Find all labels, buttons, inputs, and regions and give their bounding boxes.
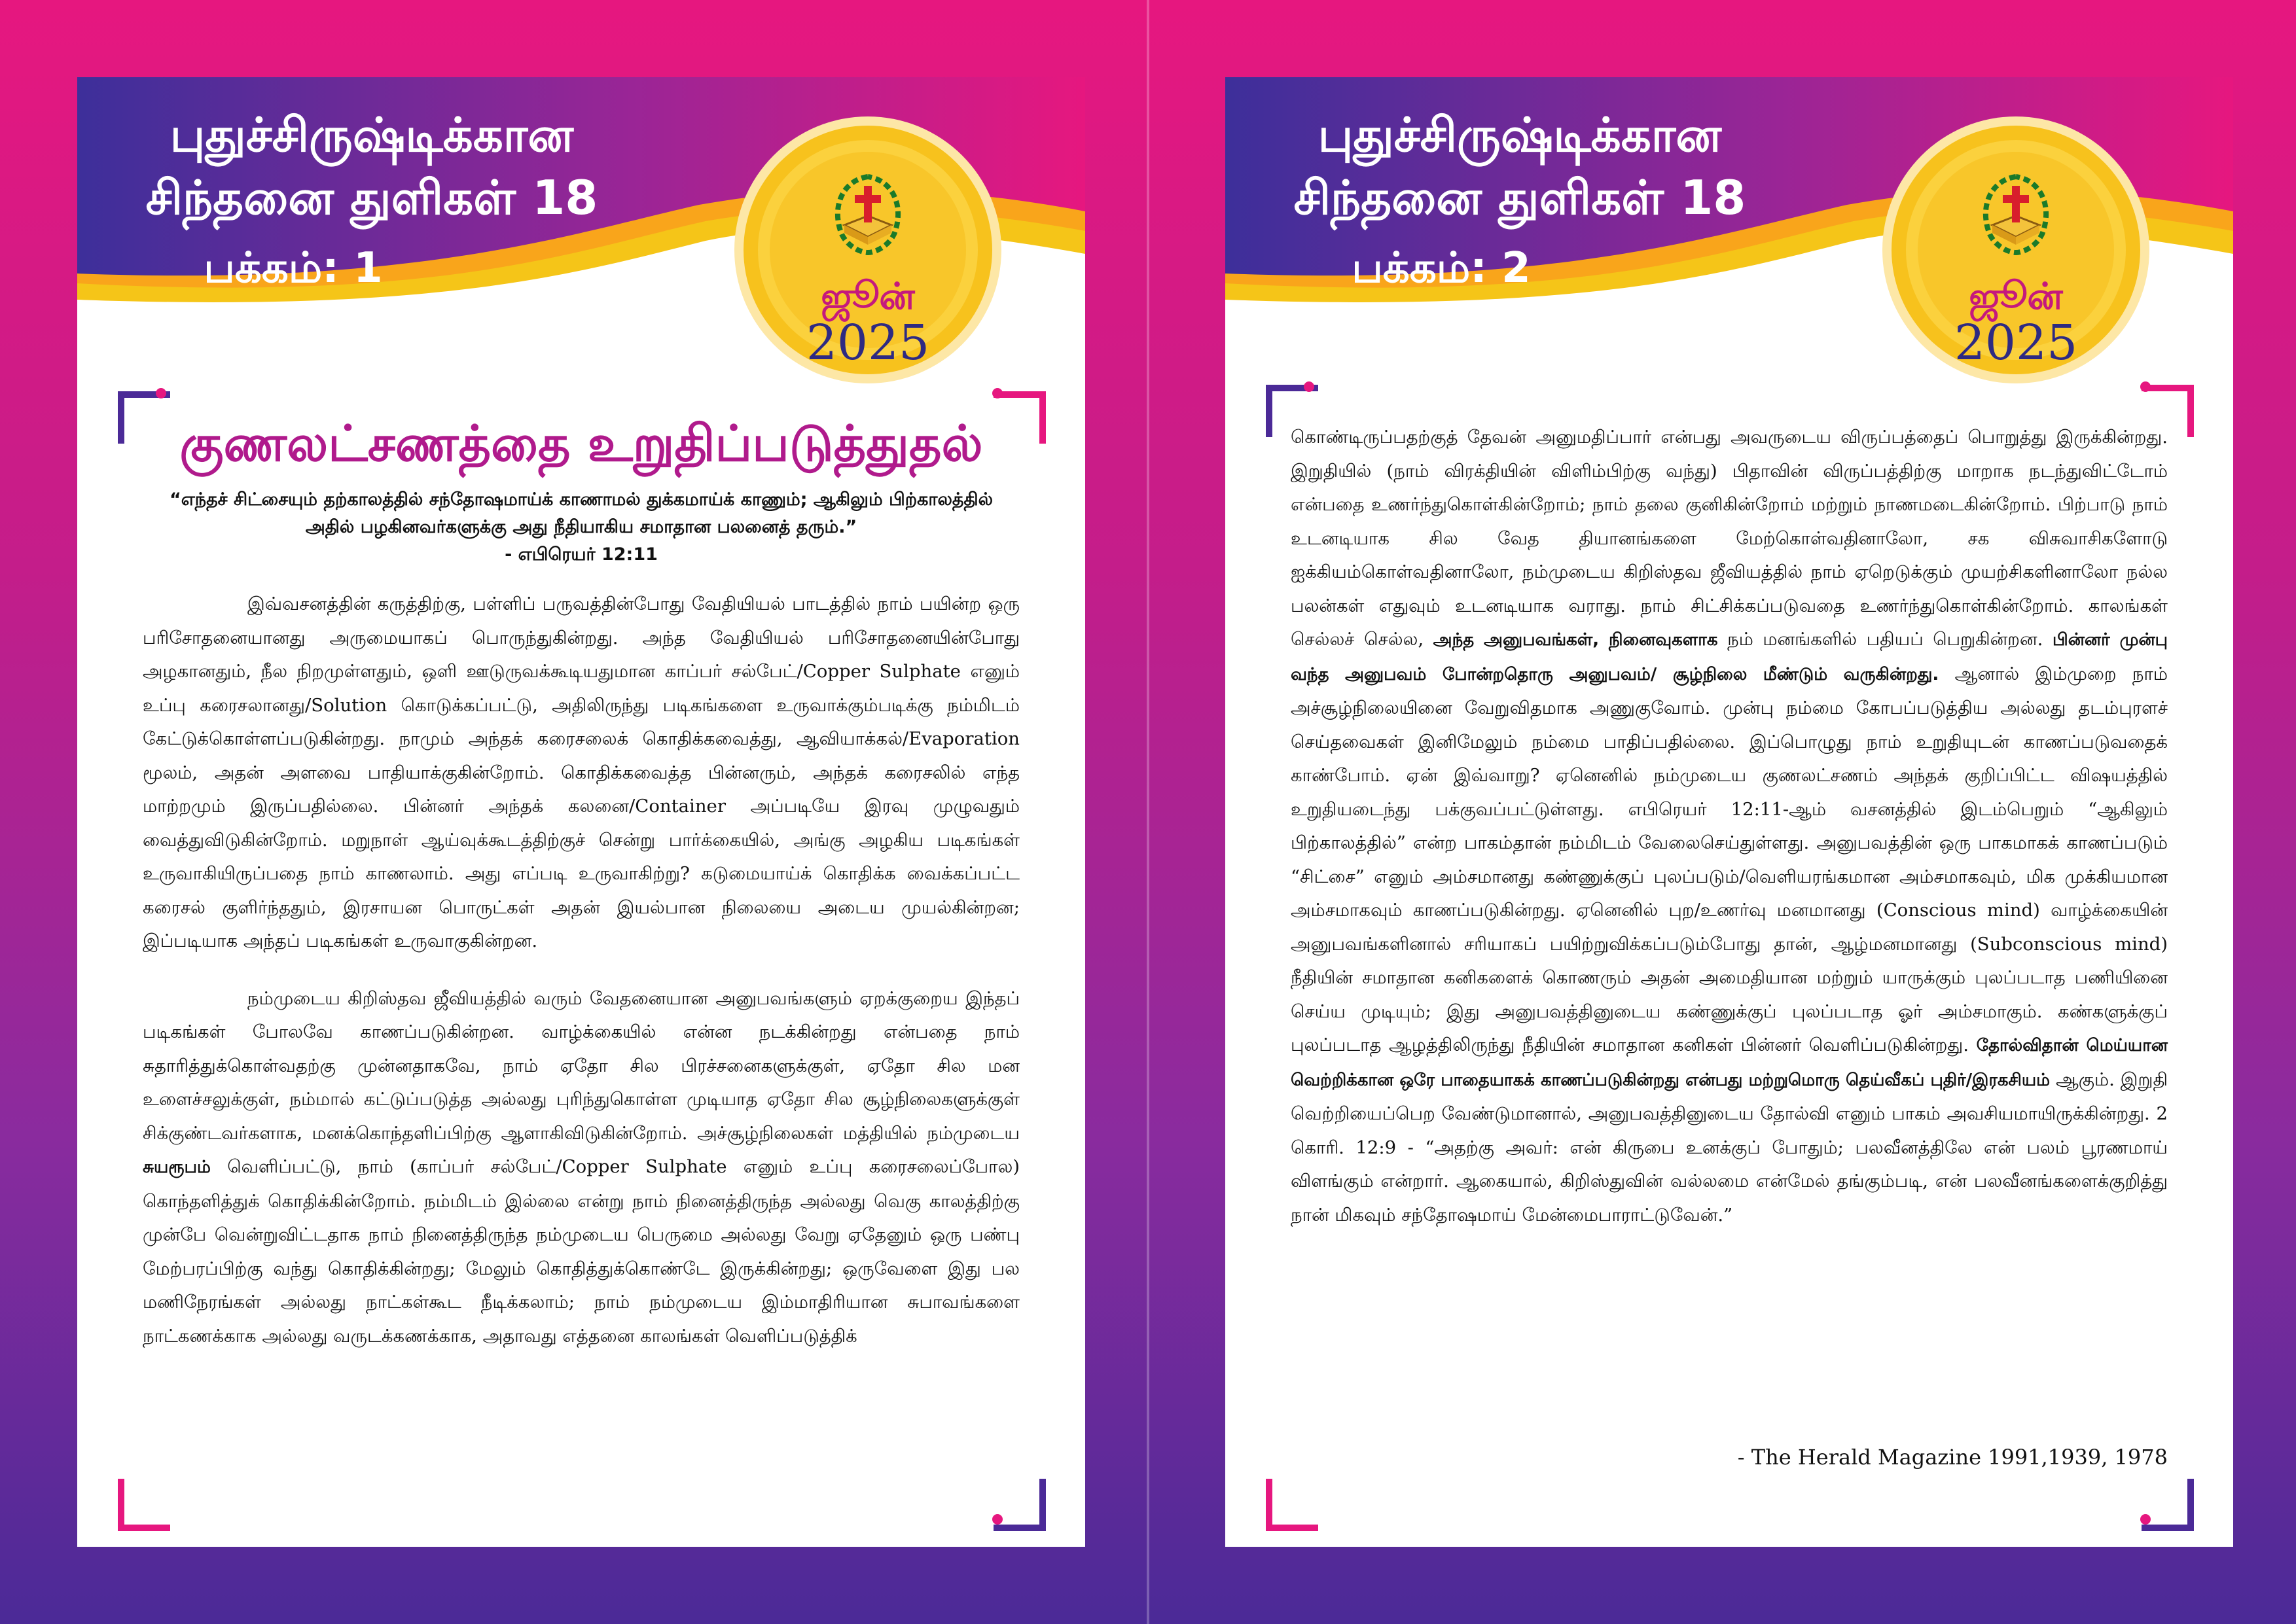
corner-frame (1266, 1479, 1318, 1531)
crest-icon (1970, 169, 2062, 260)
paragraph (143, 982, 1020, 1354)
paragraph-text: கொண்டிருப்பதற்குத் தேவன் அனுமதிப்பார் என்பது அவருடைய விருப்பத்தைப் பொறுத்து இருக்கின்றது. இறுதியில் (நாம் விரக்தியின் விளிம்பிற்கு வந்து) பிதாவின் விருப்பத்திற்கு மாறாக நடந்துவிட்டோம் என்பதை உணர்ந்துகொள்கின்றோம்; நாம் தலை குனிகின்றோம் மற்றும் நாணமடைகின்றோம். பிற்பாடு நாம் உடனடியாக சில வேத தியானங்களை மேற்கொள்வதினாலோ, சக விசுவாசிகளோடு ஐக்கியம்கொள்வதினாலோ, நம்முடைய கிறிஸ்தவ ஜீவியத்தில் நாம் ஏறெடுக்கும் முயற்சிகளினாலோ நல்ல பலன்கள் எதுவும் உடனடியாக வராது. நாம் சிட்சிக்கப்படுவதை உணர்ந்துகொள்கின்றோம். காலங்கள் செல்லச் செல்ல, (1291, 427, 2168, 650)
paragraph-text: ஆனால் இம்முறை நாம் அச்சூழ்நிலையினை வேறுவிதமாக அணுகுவோம். முன்பு நம்மை கோபப்படுத்திய அல்லது தடம்புரளச் செய்தவைகள் இனிமேலும் நம்மை பாதிப்பதில்லை. இப்பொழுது நாம் உறுதியுடன் காணப்படுவதைக் காண்போம். ஏன் இவ்வாறு? ஏனெனில் நம்முடைய குணலட்சணம் அந்தக் குறிப்பிட்ட விஷயத்தில் உறுதியடைந்து பக்குவப்பட்டுள்ளது. எபிரெயர் 12:11-ஆம் வசனத்தில் இடம்பெறும் “ஆகிலும் பிற்காலத்தில்” என்ற பாகம்தான் நம்மிடம் வேலைசெய்துள்ளது. அனுபவத்தின் ஒரு பாகமாகக் காணப்படும் “சிட்சை” எனும் அம்சமானது கண்ணுக்குப் புலப்படும்/வெளியரங்கமான அம்சமாகவும், மிக முக்கியமான அம்சமாகவும் காணப்படுகின்றது. ஏனெனில் புற/உணர்வு மனமானது (Conscious mind) வாழ்க்கையின் அனுபவங்களினால் சரியாகப் பயிற்றுவிக்கப்படும்போது தான், ஆழ்மனமானது (Subconscious mind) நீதியின் சமாதான கனிகளைக் கொணரும் அதன் அமைதியான மற்றும் யாருக்கும் புலப்படாத பணியினை செய்ய முடியும்; இது அனுபவத்தினுடைய கண்ணுக்குப் புலப்படாத ஓர் அம்சமாகும். கண்களுக்குப் புலப்படாத ஆழத்திலிருந்து நீதியின் சமாதான கனிகள் பின்னர் வெளிப்படுகின்றது. (1291, 663, 2168, 1055)
paragraph-text: நம்முடைய கிறிஸ்தவ ஜீவியத்தில் வரும் வேதனையான அனுபவங்களும் ஏறக்குறைய இந்தப் படிகங்கள் போலவே காணப்படுகின்றன. வாழ்க்கையில் என்ன நடக்கின்றது என்பதை நாம் சுதாரித்துக்கொள்வதற்கு முன்னதாகவே, நாம் ஏதோ சில பிரச்சனைகளுக்குள், ஏதோ சில மன உளைச்சலுக்குள், நம்மால் கட்டுப்படுத்த அல்லது புரிந்துகொள்ள முடியாத ஏதோ சில சூழ்நிலைகளுக்குள் சிக்குண்டவர்களாக, மனக்கொந்தளிப்பிற்கு ஆளாகிவிடுகின்றோம். அச்சூழ்நிலைகள் மத்தியில் நம்முடைய (143, 987, 1020, 1144)
series-title (77, 103, 666, 229)
page-1 (77, 77, 1085, 1547)
series-title-line-2: சிந்தனை துளிகள் 18 (145, 170, 598, 225)
paragraph-text: ஆகும். இறுதி வெற்றியைப்பெற வேண்டுமானால், அனுபவத்தினுடைய தோல்வி எனும் பாகம் அவசியமாயிருக்கின்றது. 2 கொரி. 12:9 - “அதற்கு அவர்: என் கிருபை உனக்குப் போதும்; பலவீனத்திலே என் பலம் பூரணமாய் விளங்கும் என்றார். ஆகையால், கிறிஸ்துவின் வல்லமை என்மேல் தங்கும்படி, என் பலவீனங்களைக்குறித்து நான் மிகவும் சந்தோஷமாய் மேன்மைபாராட்டுவேன்.” (1291, 1068, 2168, 1226)
corner-frame (118, 391, 170, 444)
crest-icon (822, 169, 914, 260)
scripture-quote (152, 486, 1010, 569)
corner-dot (1304, 381, 1314, 392)
paragraph: இவ்வசனத்தின் கருத்திற்கு, பள்ளிப் பருவத்தின்போது வேதியியல் பாடத்தில் நாம் பயின்ற ஒரு பரிசோதனையானது அருமையாகப் பொருந்துகின்றது. அந்த வேதியியல் பரிசோதனையின்போது அழகானதும், நீல நிறமுள்ளதும், ஒளி ஊடுருவக்கூடியதுமான காப்பர் சல்பேட்/Copper Sulphate எனும் உப்பு கரைசலானது/Solution கொடுக்கப்பட்டு, அதிலிருந்து படிகங்களை உருவாக்கும்படிக்கு நம்மிடம் கேட்டுக்கொள்ளப்படுகின்றது. நாமும் அந்தக் கரைசலைக் கொதிக்கவைத்து, ஆவியாக்கல்/Evaporation மூலம், அதன் அளவை பாதியாக்குகின்றோம். கொதிக்கவைத்த பின்னரும், அந்தக் கரைசலில் எந்த மாற்றமும் இருப்பதில்லை. பின்னர் அந்தக் கலனை/Container அப்படியே இரவு முழுவதும் வைத்துவிடுகின்றோம். மறுநாள் ஆய்வுக்கூடத்திற்குச் சென்று பார்க்கையில், அங்கு அழகிய படிகங்கள் உருவாகியிருப்பதை நாம் காணலாம். அது எப்படி உருவாகிற்று? கடுமையாய்க் கொதிக்க வைக்கப்பட்ட கரைசல் குளிர்ந்ததும், இரசாயன பொருட்கள் அதன் இயல்பான நிலையை அடைய முயல்கின்றன; இப்படியாக அந்தப் படிகங்கள் உருவாகுகின்றன. (143, 593, 1020, 951)
page-number: பக்கம்: 2 (1352, 244, 1531, 292)
paragraph-text: வெளிப்பட்டு, நாம் (காப்பர் சல்பேட்/Copper Sulphate எனும் உப்பு கரைசலைப்போல) கொந்தளித்துக் கொதிக்கின்றோம். நம்மிடம் இல்லை என்று நாம் நினைத்திருந்த அல்லது வெகு காலத்திற்கு முன்பே வென்றுவிட்டதாக நாம் நினைத்திருந்த நம்முடைய பெருமை அல்லது வேறு ஏதேனும் ஒரு பண்பு மேற்பரப்பிற்கு வந்து கொதிக்கின்றது; மேலும் கொதித்துக்கொண்டே இருக்கின்றது; ஒருவேளை இது பல மணிநேரங்கள் அல்லது நாட்கள்கூட நீடிக்கலாம்; நாம் நம்முடைய இம்மாதிரியான சுபாவங்களை நாட்கணக்காக அல்லது வருடக்கணக்காக, அதாவது எத்தனை காலங்கள் வெளிப்படுத்திக் (143, 1156, 1020, 1347)
article-body (1291, 421, 2168, 1232)
badge-year: 2025 (806, 315, 930, 371)
badge-month: ஜூன் (821, 275, 915, 318)
series-title (1225, 103, 1814, 229)
badge-month: ஜூன் (1969, 275, 2063, 318)
date-badge (1881, 115, 2151, 385)
article-title: குணலட்சணத்தை உறுதிப்படுத்துதல் (179, 414, 983, 472)
source-attribution: - The Herald Magazine 1991,1939, 1978 (1737, 1445, 2168, 1470)
page-2 (1225, 77, 2233, 1547)
quote-reference: - எபிரெயர் 12:11 (505, 544, 658, 565)
page-number: பக்கம்: 1 (204, 244, 383, 292)
spread-divider (1147, 0, 1149, 1624)
bold-phrase: தோல்விதான் மெய்யான வெற்றிக்கான ஒரே பாதையாகக் காணப்படுகின்றது என்பது மற்றுமொரு தெய்வீகப் புதிர்/இரகசியம் (1291, 1036, 2168, 1090)
paragraph-text: நம் மனங்களில் பதியப் பெறுகின்றன. (1727, 629, 2043, 650)
corner-dot (2140, 381, 2151, 392)
series-title-line-1: புதுச்சிருஷ்டிக்கான (170, 107, 574, 162)
series-title-line-1: புதுச்சிருஷ்டிக்கான (1318, 107, 1722, 162)
bold-phrase: அந்த அனுபவங்கள், நினைவுகளாக (1433, 630, 1718, 650)
date-badge (733, 115, 1003, 385)
paragraph (1291, 421, 2168, 1232)
quote-text: “எந்தச் சிட்சையும் தற்காலத்தில் சந்தோஷமாய்க் காணாமல் துக்கமாய்க் காணும்; ஆகிலும் பிற்காலத்தில் அதில் பழகினவர்களுக்கு அது நீதியாகிய சமாதான பலனைத் தரும்.” (169, 489, 994, 537)
series-title-line-2: சிந்தனை துளிகள் 18 (1293, 170, 1746, 225)
bold-phrase: சுயரூபம் (143, 1157, 211, 1177)
article-body (143, 588, 1020, 1523)
badge-year: 2025 (1954, 315, 2078, 371)
corner-dot (156, 388, 166, 398)
corner-dot (992, 388, 1003, 398)
corner-dot (2140, 1514, 2151, 1525)
corner-frame (2142, 1479, 2194, 1531)
corner-frame (994, 391, 1046, 444)
bold-phrase: பின்னர் முன்பு வந்த அனுபவம் போன்றதொரு அனுபவம்/ சூழ்நிலை மீண்டும் வருகின்றது. (1291, 630, 2168, 684)
